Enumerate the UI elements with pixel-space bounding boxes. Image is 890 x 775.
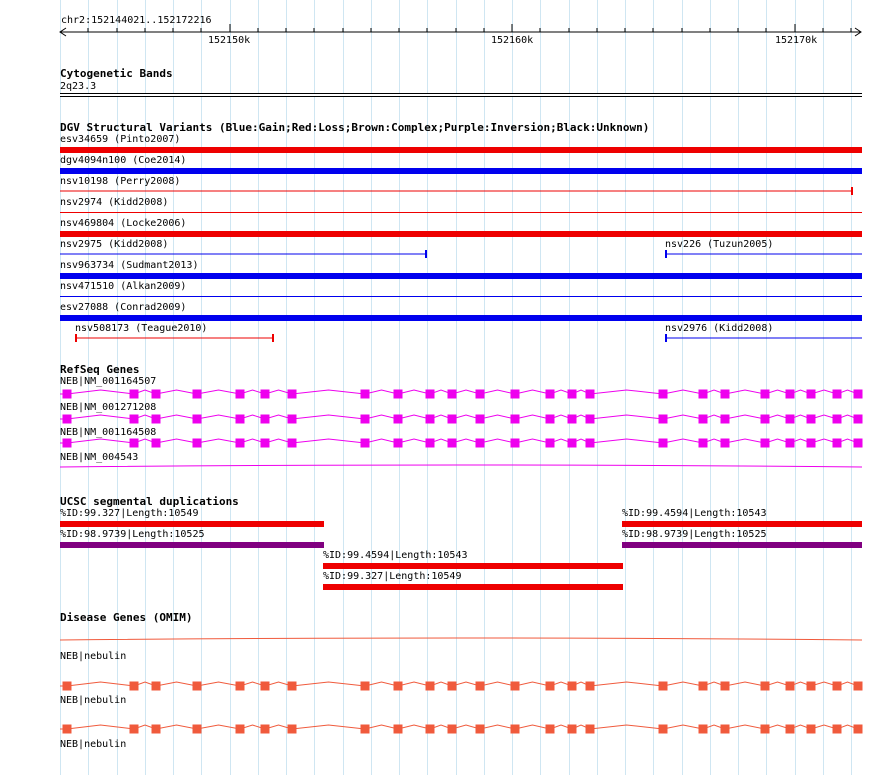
exon-block	[699, 682, 708, 691]
intron-line	[60, 725, 862, 729]
exon-block	[546, 682, 555, 691]
cytoband-label: 2q23.3	[60, 81, 97, 92]
feature-label: dgv4094n100 (Coe2014)	[60, 155, 187, 166]
segdup-label: %ID:99.4594|Length:10543	[622, 508, 767, 519]
ruler-tick-label: 152160k	[491, 35, 534, 46]
exon-block	[786, 725, 795, 734]
feature-label: nsv2974 (Kidd2008)	[60, 197, 169, 208]
track-title: RefSeq Genes	[60, 363, 140, 376]
exon-block	[807, 725, 816, 734]
omim-gene-model[interactable]	[60, 682, 863, 691]
feature-label: nsv963734 (Sudmant2013)	[60, 260, 199, 271]
exon-block	[236, 725, 245, 734]
ruler-tick-label: 152150k	[208, 35, 251, 46]
exon-block	[833, 682, 842, 691]
exon-block	[854, 682, 863, 691]
exon-block	[448, 725, 457, 734]
exon-block	[261, 682, 270, 691]
feature-label: nsv469804 (Locke2006)	[60, 218, 187, 229]
exon-block	[721, 682, 730, 691]
feature-label: nsv471510 (Alkan2009)	[60, 281, 187, 292]
feature-label: esv34659 (Pinto2007)	[60, 134, 181, 145]
exon-block	[586, 725, 595, 734]
track-title: Cytogenetic Bands	[60, 67, 173, 80]
exon-block	[152, 682, 161, 691]
range-label: chr2:152144021..152172216	[61, 15, 212, 26]
exon-block	[568, 725, 577, 734]
exon-block	[193, 725, 202, 734]
exon-block	[807, 682, 816, 691]
track-title: DGV Structural Variants (Blue:Gain;Red:Loss;Brown:Complex;Purple:Inversion;Black:Unknown)	[60, 121, 650, 134]
exon-block	[761, 725, 770, 734]
exon-block	[786, 682, 795, 691]
exon-block	[721, 725, 730, 734]
segdup-label: %ID:99.327|Length:10549	[60, 508, 199, 519]
exon-block	[833, 725, 842, 734]
feature-label: nsv508173 (Teague2010)	[75, 323, 208, 334]
exon-block	[361, 682, 370, 691]
exon-block	[476, 725, 485, 734]
exon-block	[854, 725, 863, 734]
exon-block	[152, 725, 161, 734]
exon-block	[448, 682, 457, 691]
exon-block	[261, 725, 270, 734]
exon-block	[659, 725, 668, 734]
exon-block	[546, 725, 555, 734]
omim-gene-model[interactable]	[60, 638, 862, 640]
segdup-label: %ID:98.9739|Length:10525	[622, 529, 767, 540]
omim-gene-model[interactable]	[60, 725, 863, 734]
feature-label: esv27088 (Conrad2009)	[60, 302, 187, 313]
transcript-label: NEB|NM_001164508	[60, 427, 157, 438]
exon-block	[511, 682, 520, 691]
exon-block	[426, 725, 435, 734]
exon-block	[699, 725, 708, 734]
track-title: UCSC segmental duplications	[60, 495, 239, 508]
exon-block	[761, 682, 770, 691]
exon-block	[659, 682, 668, 691]
exon-block	[476, 682, 485, 691]
exon-block	[63, 682, 72, 691]
exon-block	[568, 682, 577, 691]
exon-block	[361, 725, 370, 734]
exon-block	[63, 725, 72, 734]
transcript-label: NEB|NM_004543	[60, 452, 139, 463]
ruler-tick-label: 152170k	[775, 35, 818, 46]
feature-label: nsv2976 (Kidd2008)	[665, 323, 774, 334]
track-title: Disease Genes (OMIM)	[60, 611, 193, 624]
exon-block	[586, 682, 595, 691]
feature-label: nsv226 (Tuzun2005)	[665, 239, 774, 250]
exon-block	[236, 682, 245, 691]
feature-label: nsv2975 (Kidd2008)	[60, 239, 169, 250]
exon-block	[426, 682, 435, 691]
intron-line	[60, 682, 862, 686]
segdup-label: %ID:99.327|Length:10549	[323, 571, 462, 582]
exon-block	[193, 682, 202, 691]
omim-gene-label: NEB|nebulin	[60, 695, 127, 706]
exon-block	[511, 725, 520, 734]
exon-block	[394, 682, 403, 691]
exon-block	[288, 725, 297, 734]
segdup-label: %ID:98.9739|Length:10525	[60, 529, 205, 540]
segdup-label: %ID:99.4594|Length:10543	[323, 550, 468, 561]
feature-label: nsv10198 (Perry2008)	[60, 176, 181, 187]
exon-block	[288, 682, 297, 691]
exon-block	[130, 725, 139, 734]
transcript-label: NEB|NM_001164507	[60, 376, 157, 387]
exon-block	[130, 682, 139, 691]
omim-gene-label: NEB|nebulin	[60, 739, 127, 750]
transcript-label: NEB|NM_001271208	[60, 402, 157, 413]
exon-block	[394, 725, 403, 734]
omim-gene-label: NEB|nebulin	[60, 651, 127, 662]
